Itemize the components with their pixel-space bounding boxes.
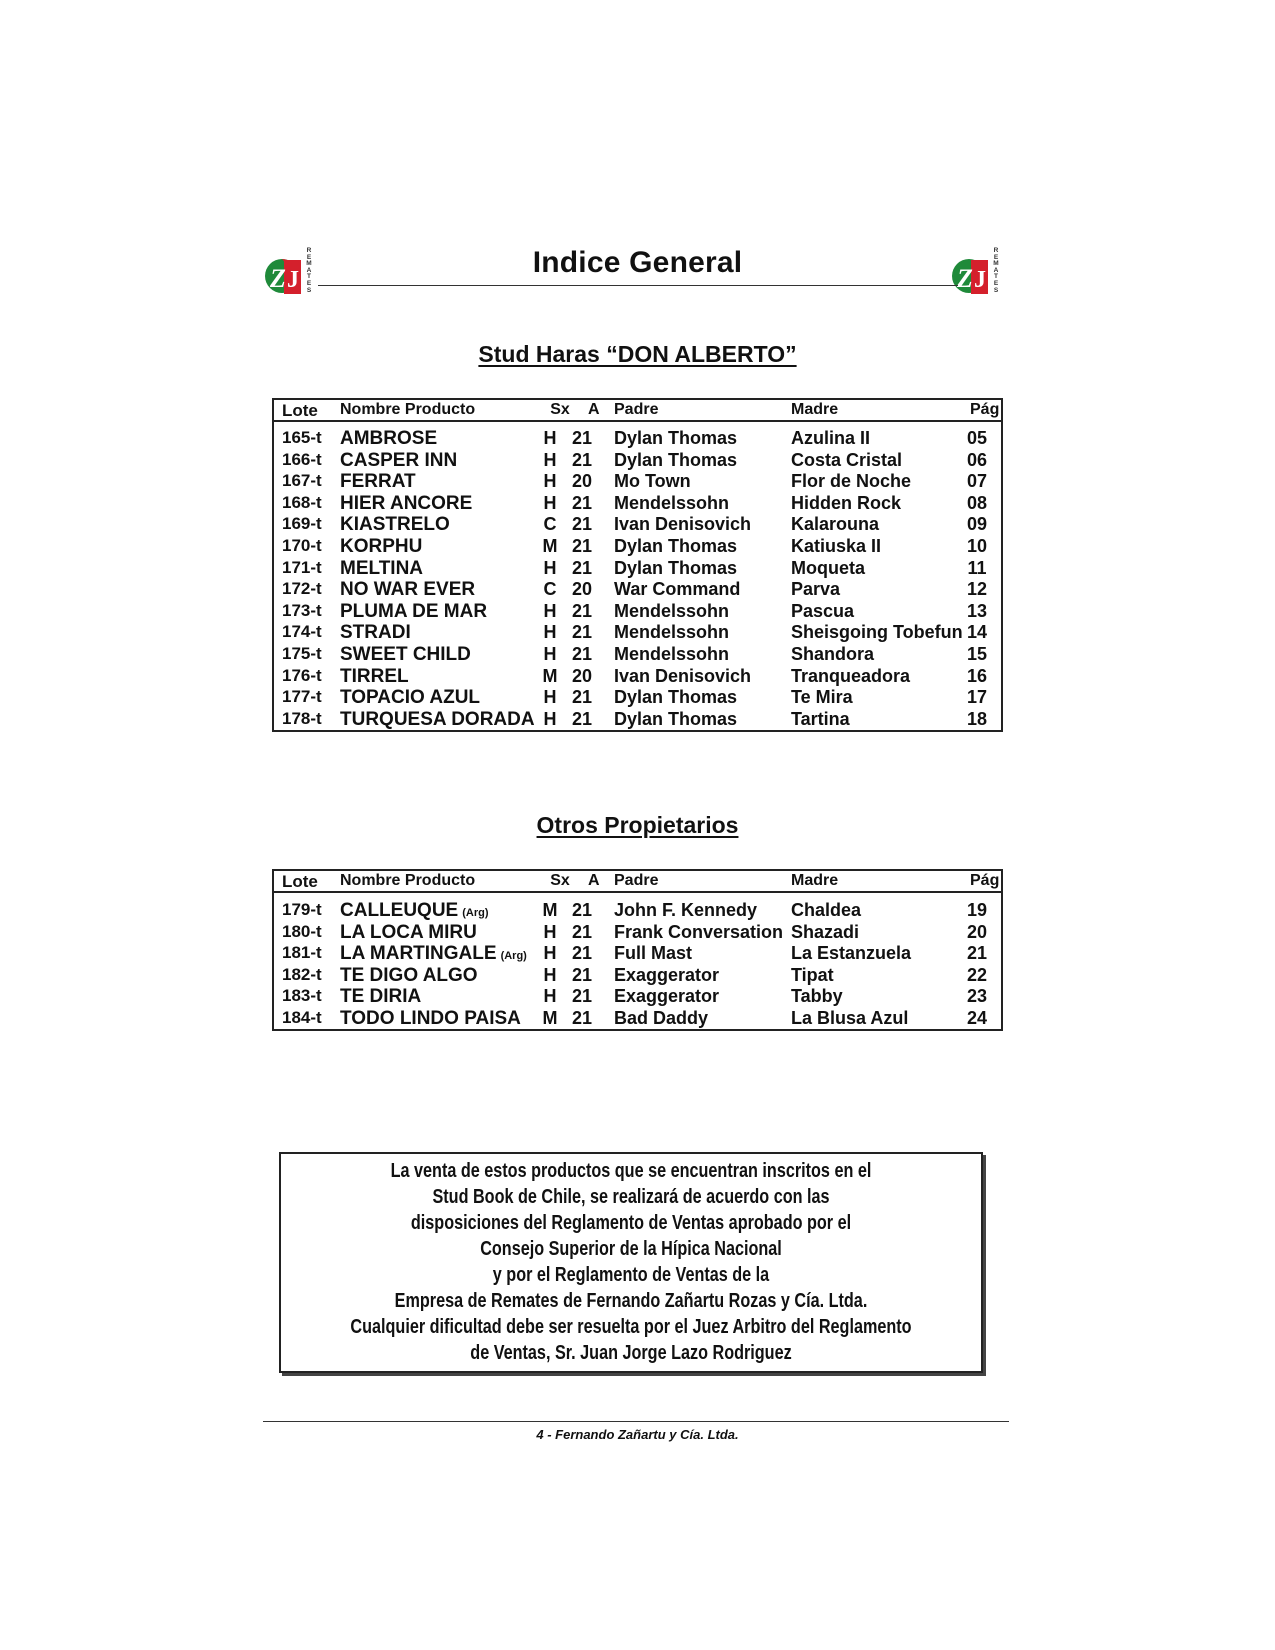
index-table-don-alberto [272,398,1003,732]
table-row [274,643,1001,665]
horse-name: MELTINA [340,557,424,579]
col-header-madre: Madre [791,401,839,418]
notice-line: Cualquier dificultad debe ser resuelta por el Juez Arbitro del Reglamento [350,1316,912,1338]
cell-pag: 13 [966,600,988,621]
origin-tag: (Arg) [500,950,527,963]
cell-pag: 14 [966,622,988,643]
cell-sx: H [543,449,557,470]
notice-line: La venta de estos productos que se encuentran inscritos en el [390,1160,872,1182]
cell-sx: M [542,900,558,920]
cell-pag: 07 [966,471,988,492]
logo-letter: M [993,260,999,268]
cell-pag: 24 [966,1007,988,1028]
table-row [274,513,1001,535]
col-header-padre: Padre [614,401,659,418]
logo-letter: E [306,253,312,261]
cell-padre: Frank Conversation [614,921,784,942]
table-row [274,665,1001,687]
cell-nombre [340,986,421,1008]
logo-letter: S [993,286,999,294]
cell-sx: M [542,1007,558,1028]
cell-madre: Chaldea [791,900,862,920]
col-header-lote: Lote [282,401,318,420]
table-row [274,899,1001,921]
cell-sx: H [543,943,557,964]
table-row [274,942,1001,964]
notice-line: de Ventas, Sr. Juan Jorge Lazo Rodriguez [470,1342,792,1364]
cell-sx: H [543,557,557,578]
cell-padre: Mendelssohn [614,492,730,513]
cell-pag: 21 [966,943,988,964]
cell-madre: Tartina [791,708,850,729]
cell-pag: 18 [966,708,988,729]
cell-madre: Shazadi [791,921,860,942]
horse-name: TURQUESA DORADA [340,708,535,730]
horse-name: STRADI [340,622,411,644]
section-title-otros-propietarios: Otros Propietarios [536,812,739,838]
horse-name: NO WAR EVER [340,579,476,601]
sale-conditions-notice [279,1152,983,1373]
cell-padre: Bad Daddy [614,1007,709,1028]
cell-age: 21 [572,622,593,643]
cell-padre: Mo Town [614,471,691,492]
table-row [274,1007,1001,1029]
cell-madre: Hidden Rock [791,492,902,513]
table-row [274,985,1001,1007]
table-row [274,535,1001,557]
cell-padre: Dylan Thomas [614,557,738,578]
cell-age: 21 [572,708,593,729]
cell-nombre [340,666,409,688]
cell-padre: Ivan Denisovich [614,665,752,686]
col-header-lote: Lote [282,872,318,891]
cell-pag: 05 [966,428,988,448]
cell-nombre [340,900,489,922]
col-header-pag: Pág [970,872,1000,889]
horse-name: TODO LINDO PAISA [340,1007,521,1029]
horse-name: TOPACIO AZUL [340,687,481,709]
horse-name: HIER ANCORE [340,492,473,514]
horse-name: SWEET CHILD [340,643,471,665]
cell-padre: Exaggerator [614,986,720,1007]
cell-age: 21 [572,943,593,964]
notice-line: disposiciones del Reglamento de Ventas aprobado por el [410,1212,852,1234]
cell-nombre [340,514,450,536]
col-header-madre: Madre [791,872,839,889]
cell-lote: 184-t [282,1007,322,1027]
cell-nombre [340,922,477,944]
horse-name: LA LOCA MIRU [340,921,477,943]
cell-madre: Katiuska II [791,535,882,556]
cell-age: 21 [572,643,593,664]
cell-sx: H [543,643,557,664]
logo-letter: E [306,279,312,287]
cell-madre: Tabby [791,986,843,1007]
cell-pag: 09 [966,514,988,535]
footer-divider [263,1421,1009,1422]
cell-madre: Shandora [791,643,875,664]
cell-pag: 20 [966,921,988,942]
cell-nombre [340,709,535,731]
svg-text:J: J [287,267,299,293]
logo-letter: A [306,266,312,274]
cell-madre: Azulina II [791,428,871,448]
table-row [274,427,1001,449]
cell-padre: Dylan Thomas [614,687,738,708]
cell-age: 21 [572,492,593,513]
cell-age: 21 [572,428,593,448]
cell-age: 21 [572,986,593,1007]
cell-sx: H [543,492,557,513]
notice-text [316,1154,946,1366]
table-row [274,492,1001,514]
cell-lote: 176-t [282,665,322,685]
table-row [274,600,1001,622]
horse-name: TIRREL [340,665,409,687]
cell-lote: 180-t [282,921,322,941]
cell-nombre [340,622,411,644]
cell-padre: Dylan Thomas [614,708,738,729]
horse-name: KIASTRELO [340,514,450,536]
logo-letter: S [306,286,312,294]
col-header-nombre: Nombre Producto [340,872,476,889]
cell-pag: 23 [966,986,988,1007]
col-header-padre: Padre [614,872,659,889]
cell-padre: Dylan Thomas [614,428,738,448]
cell-nombre [340,644,471,666]
cell-nombre [340,428,437,450]
cell-pag: 06 [966,449,988,470]
cell-padre: Dylan Thomas [614,449,738,470]
logo-letter: E [993,253,999,261]
cell-sx: H [543,986,557,1007]
page-title: Indice General [532,246,743,279]
logo-letter: T [307,273,311,281]
cell-padre: Full Mast [614,943,693,964]
cell-sx: H [543,471,557,492]
cell-nombre [340,493,472,515]
cell-sx: H [543,622,557,643]
cell-nombre [340,471,416,493]
cell-madre: Te Mira [791,687,853,708]
cell-padre: Mendelssohn [614,600,730,621]
horse-name: CALLEUQUE [340,900,459,921]
notice-line: Empresa de Remates de Fernando Zañartu Rozas y Cía. Ltda. [394,1290,868,1312]
cell-lote: 179-t [282,900,322,919]
cell-padre: Mendelssohn [614,622,730,643]
table-header [274,400,1001,422]
cell-age: 21 [572,921,593,942]
cell-age: 20 [572,471,593,492]
cell-lote: 165-t [282,428,322,447]
cell-sx: H [543,921,557,942]
cell-padre: John F. Kennedy [614,900,758,920]
cell-pag: 17 [966,687,988,708]
cell-age: 21 [572,600,593,621]
cell-sx: M [542,665,558,686]
cell-lote: 169-t [282,514,322,534]
cell-nombre [340,579,475,601]
cell-lote: 177-t [282,687,322,707]
cell-pag: 22 [966,964,988,985]
header-divider [318,285,958,286]
col-header-a: A [588,872,600,889]
cell-madre: Moqueta [791,557,865,578]
cell-sx: H [543,708,557,729]
cell-nombre [340,601,487,623]
cell-madre: La Estanzuela [791,943,912,964]
cell-nombre [340,965,478,987]
cell-sx: C [543,579,557,600]
cell-nombre [340,687,480,709]
table-body [274,422,1001,729]
cell-nombre [340,558,423,580]
cell-sx: H [543,964,557,985]
cell-padre: Ivan Denisovich [614,514,752,535]
cell-madre: Pascua [791,600,855,621]
cell-pag: 16 [966,665,988,686]
table-row [274,578,1001,600]
cell-pag: 12 [966,579,988,600]
cell-nombre [340,450,457,472]
logo-letter: A [993,266,999,274]
logo-letter: E [993,279,999,287]
table-row [274,686,1001,708]
notice-line: Consejo Superior de la Hípica Nacional [480,1238,782,1260]
cell-lote: 172-t [282,579,322,599]
col-header-a: A [588,401,600,418]
cell-sx: C [543,514,557,535]
cell-sx: M [542,535,558,556]
horse-name: FERRAT [340,471,416,493]
cell-lote: 170-t [282,535,322,555]
cell-madre: Flor de Noche [791,471,912,492]
horse-name: CASPER INN [340,449,458,471]
horse-name: PLUMA DE MAR [340,600,488,622]
horse-name: TE DIRIA [340,986,422,1008]
col-header-sx: Sx [550,872,570,889]
cell-lote: 175-t [282,643,322,663]
horse-name: KORPHU [340,535,423,557]
cell-sx: H [543,428,557,448]
cell-lote: 182-t [282,964,322,984]
logo-letter: T [994,273,998,281]
logo-letter: R [306,247,312,254]
cell-sx: H [543,687,557,708]
cell-lote: 168-t [282,492,322,512]
cell-pag: 19 [966,900,988,920]
cell-age: 21 [572,687,593,708]
cell-lote: 181-t [282,943,322,963]
table-row [274,964,1001,986]
cell-lote: 167-t [282,471,322,491]
cell-madre: Tipat [791,964,834,985]
svg-text:Z: Z [957,264,973,293]
cell-age: 21 [572,514,593,535]
cell-nombre [340,943,527,965]
cell-age: 21 [572,557,593,578]
cell-lote: 178-t [282,708,322,728]
cell-padre: Exaggerator [614,964,720,985]
cell-madre: Kalarouna [791,514,880,535]
table-row [274,557,1001,579]
cell-age: 21 [572,535,593,556]
svg-text:J: J [974,267,986,293]
table-row [274,921,1001,943]
cell-age: 21 [572,964,593,985]
table-row [274,708,1001,730]
cell-madre: Tranqueadora [791,665,911,686]
section-title-don-alberto: Stud Haras “DON ALBERTO” [478,341,797,367]
col-header-pag: Pág [970,401,1000,418]
table-row [274,470,1001,492]
cell-age: 20 [572,579,593,600]
cell-age: 21 [572,1007,593,1028]
svg-text:Z: Z [270,264,286,293]
origin-tag: (Arg) [462,907,489,919]
notice-line: Stud Book de Chile, se realizará de acuerdo con las [432,1186,830,1208]
table-header [274,871,1001,893]
table-row [274,621,1001,643]
logo-letter: R [993,247,999,254]
cell-nombre [340,1008,521,1030]
cell-madre: Costa Cristal [791,449,903,470]
cell-sx: H [543,600,557,621]
horse-name: TE DIGO ALGO [340,964,478,986]
cell-pag: 10 [966,535,988,556]
cell-lote: 183-t [282,986,322,1006]
col-header-sx: Sx [550,401,570,418]
logo-letter: M [306,260,312,268]
cell-madre: Sheisgoing Tobefun [791,622,963,643]
table-body [274,893,1001,1029]
cell-madre: Parva [791,579,841,600]
cell-padre: War Command [614,579,741,600]
cell-age: 20 [572,665,593,686]
cell-lote: 171-t [282,557,322,577]
cell-pag: 08 [966,492,988,513]
cell-pag: 15 [966,643,988,664]
page-footer: 4 - Fernando Zañartu y Cía. Ltda. [536,1427,739,1442]
cell-lote: 173-t [282,600,322,620]
cell-lote: 166-t [282,449,322,469]
index-table-otros [272,869,1003,1031]
horse-name: LA MARTINGALE [340,943,497,965]
cell-padre: Dylan Thomas [614,535,738,556]
table-row [274,449,1001,471]
notice-line: y por el Reglamento de Ventas de la [492,1264,770,1286]
cell-pag: 11 [967,557,987,578]
cell-age: 21 [572,900,593,920]
cell-madre: La Blusa Azul [791,1007,909,1028]
horse-name: AMBROSE [340,428,438,449]
cell-lote: 174-t [282,622,322,642]
cell-age: 21 [572,449,593,470]
cell-padre: Mendelssohn [614,643,730,664]
col-header-nombre: Nombre Producto [340,401,476,418]
cell-nombre [340,536,422,558]
